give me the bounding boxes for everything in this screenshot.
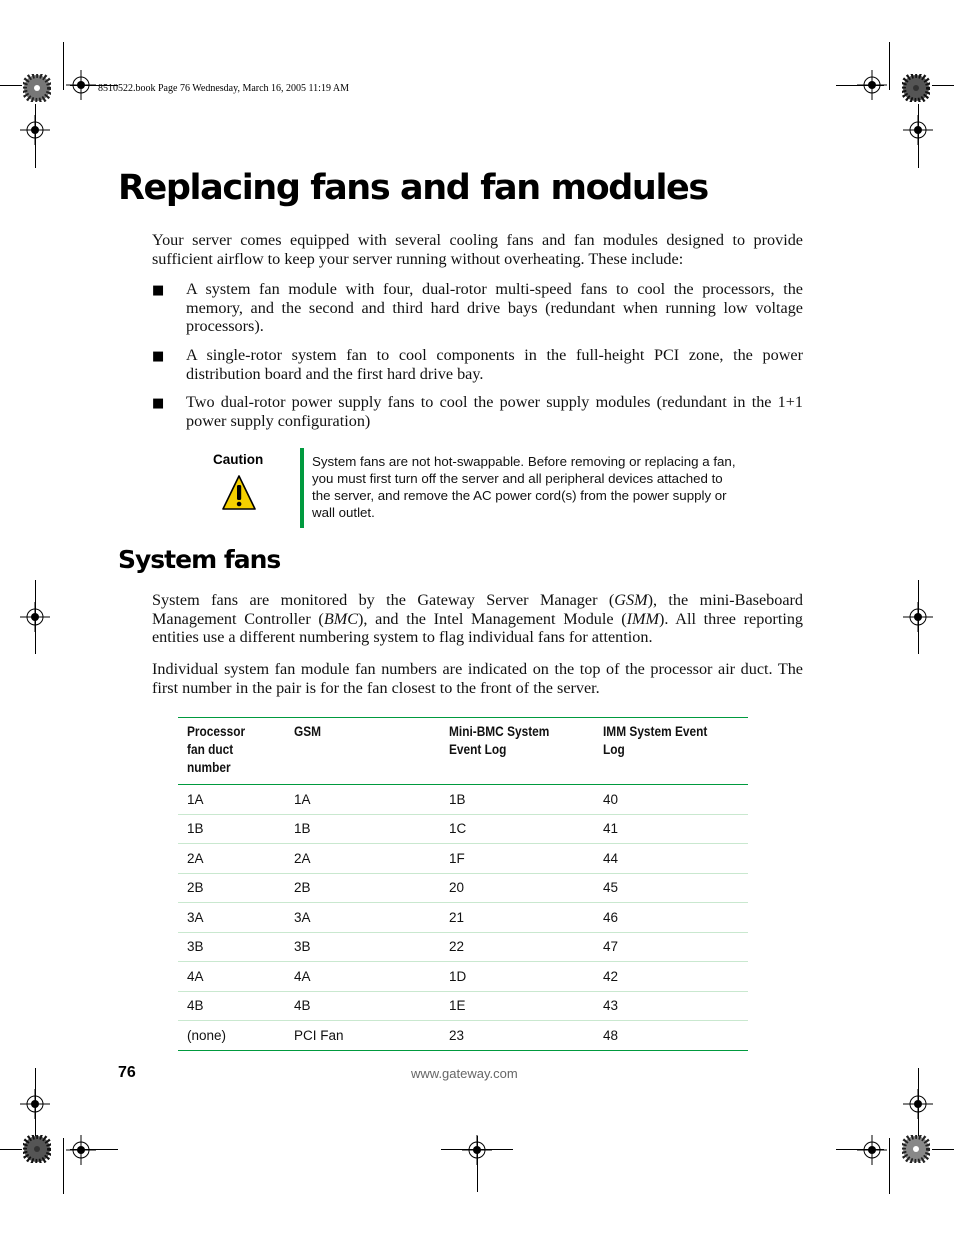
footer-website: www.gateway.com (411, 1066, 518, 1081)
table-cell: 4A (285, 962, 440, 992)
table-row (178, 903, 748, 933)
table-cell: 1C (440, 814, 594, 844)
list-item: A system fan module with four, dual-rotor multi-speed fans to cool the processors, the memory, and the second and third hard drive bays (redundant when running low voltage processors). (186, 280, 803, 336)
table-cell: 2B (178, 873, 285, 903)
table-cell: 1B (285, 814, 440, 844)
table-row (178, 962, 748, 992)
bullet-marker: ■ (152, 283, 165, 298)
starburst-icon (23, 74, 51, 102)
warning-triangle-icon (221, 474, 257, 512)
table-cell: 1B (178, 814, 285, 844)
table-cell: 3A (285, 903, 440, 933)
table-cell: 2A (285, 844, 440, 874)
caution-text: System fans are not hot-swappable. Before removing or replacing a fan, you must first turn off the server and all peripheral devices attached to the server, and remove the AC power cord(s) from the power supply or wall outlet. (312, 454, 736, 520)
fan-numbering-paragraph: Individual system fan module fan numbers are indicated on the top of the processor air duct. The first number in the pair is for the fan closest to the front of the server. (152, 660, 803, 697)
starburst-icon (902, 1135, 930, 1163)
table-cell: 43 (594, 991, 748, 1021)
section-title: System fans (118, 545, 281, 574)
table-cell: 48 (594, 1021, 748, 1051)
column-header-label: Mini-BMC System Event Log (449, 724, 550, 757)
table-cell: 1E (440, 991, 594, 1021)
system-fans-paragraph (152, 591, 803, 647)
registration-target-icon (20, 602, 50, 632)
table-cell: 3A (178, 903, 285, 933)
text-run: ), the mini-Baseboard Management Controller ( (152, 591, 804, 628)
table-cell: 42 (594, 962, 748, 992)
crop-mark (889, 1138, 890, 1194)
registration-target-icon (462, 1135, 492, 1165)
table-header-row (178, 718, 748, 785)
table-cell: 1A (285, 785, 440, 815)
table-row (178, 873, 748, 903)
table-cell: 1B (440, 785, 594, 815)
fan-numbering-table (178, 717, 748, 1051)
table-cell: 44 (594, 844, 748, 874)
column-header (440, 718, 594, 785)
table-row (178, 991, 748, 1021)
list-item: Two dual-rotor power supply fans to cool the power supply modules (redundant in the 1+1 power supply configuration) (186, 393, 803, 430)
column-header (594, 718, 748, 785)
bullet-marker: ■ (152, 349, 165, 364)
table-cell: 21 (440, 903, 594, 933)
registration-target-icon (903, 602, 933, 632)
page-number: 76 (118, 1064, 136, 1081)
list-item: A single-rotor system fan to cool components in the full-height PCI zone, the power distribution board and the first hard drive bay. (186, 346, 803, 383)
text-run: ). All three reporting entities use a different numbering system to flag individual fans for attention. (152, 609, 804, 647)
table-cell: 47 (594, 932, 748, 962)
table-cell: 3B (285, 932, 440, 962)
column-header (285, 718, 440, 785)
starburst-icon (23, 1135, 51, 1163)
page-title: Replacing fans and fan modules (118, 168, 708, 208)
registration-target-icon (20, 1089, 50, 1119)
table-cell: 46 (594, 903, 748, 933)
column-header-label: Processor fan duct number (187, 724, 246, 775)
table-cell: 23 (440, 1021, 594, 1051)
table-row (178, 814, 748, 844)
registration-target-icon (903, 115, 933, 145)
crop-mark (889, 42, 890, 90)
text-run: ), and the Intel Management Module ( (358, 609, 627, 628)
table-cell: 1F (440, 844, 594, 874)
bullet-marker: ■ (152, 396, 165, 411)
intro-paragraph: Your server comes equipped with several cooling fans and fan modules designed to provide sufficient airflow to keep your server running without overheating. These include: (152, 231, 803, 268)
table-cell: 2B (285, 873, 440, 903)
table-cell: 4B (285, 991, 440, 1021)
registration-target-icon (20, 115, 50, 145)
column-header (178, 718, 285, 785)
table-cell: PCI Fan (285, 1021, 440, 1051)
table-cell: 41 (594, 814, 748, 844)
imm-abbreviation: IMM (626, 609, 660, 628)
table-cell: 3B (178, 932, 285, 962)
table-row (178, 1021, 748, 1051)
text-run: System fans are monitored by the Gateway Server Manager ( (152, 591, 615, 609)
table-row (178, 932, 748, 962)
registration-target-icon (66, 70, 96, 100)
table-cell: 1A (178, 785, 285, 815)
column-header-label: GSM (294, 724, 322, 739)
registration-target-icon (857, 1135, 887, 1165)
crop-mark (932, 1149, 954, 1150)
starburst-icon (902, 74, 930, 102)
gsm-abbreviation: GSM (614, 591, 648, 609)
caution-label: Caution (213, 452, 264, 467)
print-header-stamp: 8510522.book Page 76 Wednesday, March 16, 2005 11:19 AM (98, 83, 350, 94)
crop-mark (63, 1138, 64, 1194)
table-cell: 40 (594, 785, 748, 815)
table-cell: 45 (594, 873, 748, 903)
table-cell: 20 (440, 873, 594, 903)
crop-mark (0, 85, 22, 86)
registration-target-icon (857, 70, 887, 100)
column-header-label: IMM System Event Log (603, 724, 708, 757)
table-cell: (none) (178, 1021, 285, 1051)
table-row (178, 844, 748, 874)
registration-target-icon (903, 1089, 933, 1119)
bmc-abbreviation: BMC (323, 609, 358, 628)
table-cell: 1D (440, 962, 594, 992)
table-cell: 4B (178, 991, 285, 1021)
registration-target-icon (66, 1135, 96, 1165)
caution-divider (300, 448, 304, 528)
table-cell: 4A (178, 962, 285, 992)
table-cell: 22 (440, 932, 594, 962)
crop-mark (63, 42, 64, 90)
table-row (178, 785, 748, 815)
crop-mark (932, 85, 954, 86)
crop-mark (0, 1149, 22, 1150)
table-cell: 2A (178, 844, 285, 874)
